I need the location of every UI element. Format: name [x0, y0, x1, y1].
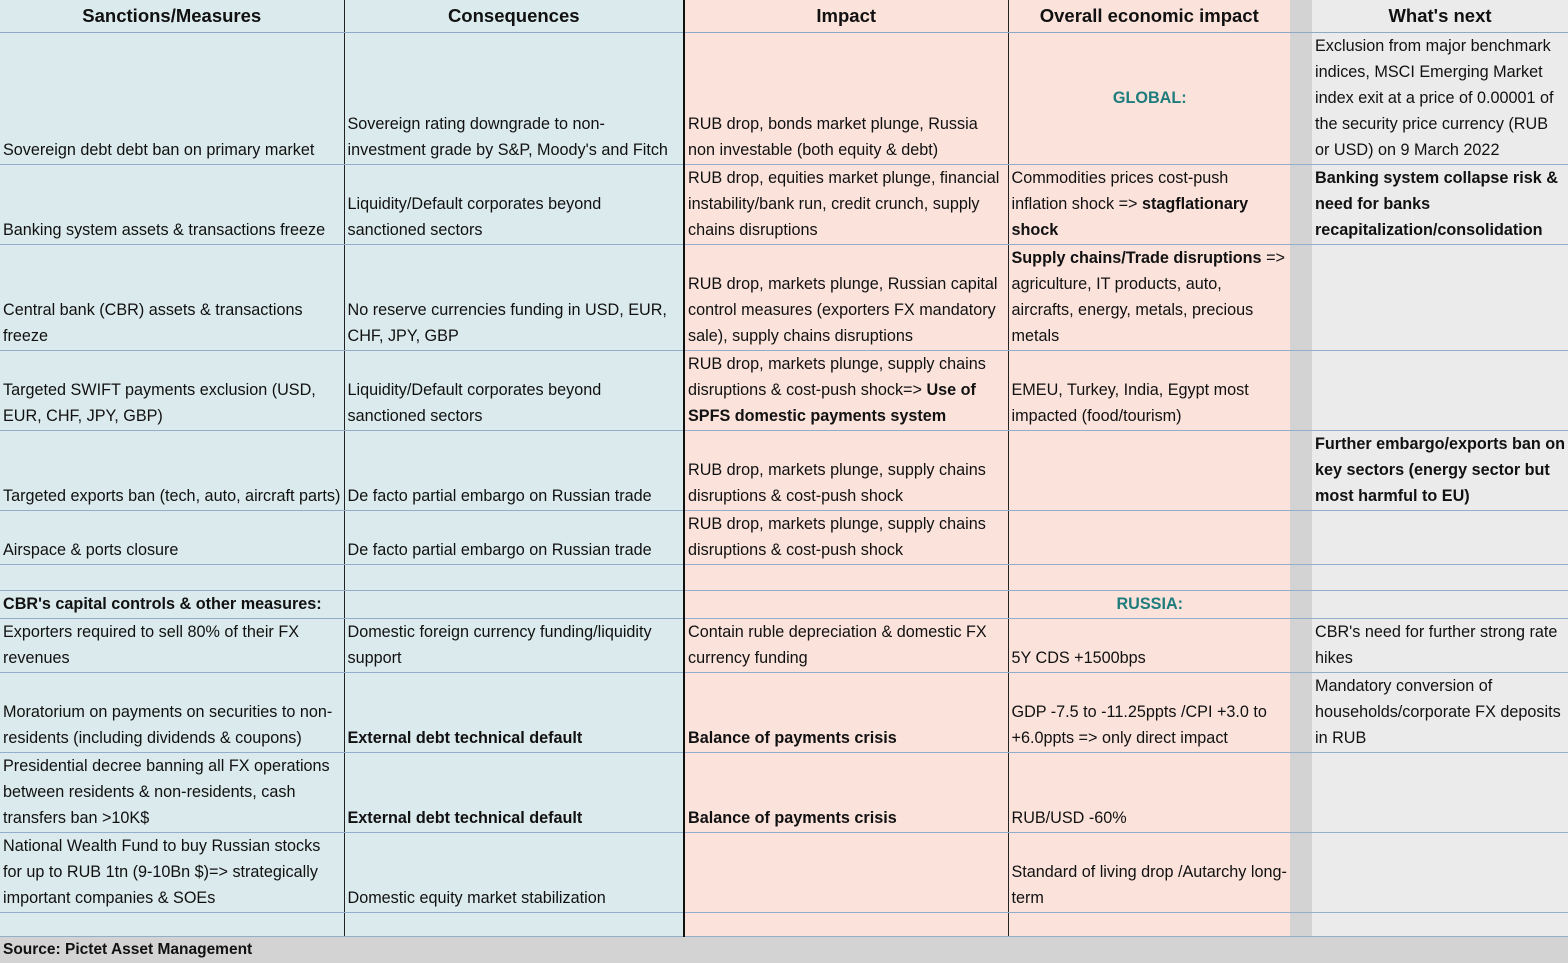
cell-sanction[interactable]: Targeted exports ban (tech, auto, aircraft parts): [0, 430, 344, 510]
empty-cell[interactable]: [344, 564, 684, 590]
cell-consequence[interactable]: Sovereign rating downgrade to non-investment grade by S&P, Moody's and Fitch: [344, 32, 684, 164]
cell-impact[interactable]: RUB drop, markets plunge, Russian capital control measures (exporters FX mandatory sale), supply chains disruptions: [684, 244, 1008, 350]
empty-cell[interactable]: [1008, 564, 1290, 590]
cell-impact[interactable]: Balance of payments crisis: [684, 672, 1008, 752]
section-title[interactable]: CBR's capital controls & other measures:: [0, 590, 344, 618]
cell-next[interactable]: [1312, 510, 1568, 564]
gap-cell: [1290, 618, 1312, 672]
overall-bold-text: Supply chains/Trade disruptions: [1011, 248, 1262, 267]
source-footer: Source: Pictet Asset Management: [0, 937, 1568, 963]
cell-sanction[interactable]: Central bank (CBR) assets & transactions freeze: [0, 244, 344, 350]
cell-sanction[interactable]: Exporters required to sell 80% of their FX revenues: [0, 618, 344, 672]
table-row: [0, 752, 1568, 832]
header-impact[interactable]: Impact: [684, 0, 1008, 32]
impact-plain-text: RUB drop, markets plunge, supply chains disruptions & cost-push shock=>: [688, 354, 986, 399]
cell-next[interactable]: Further embargo/exports ban on key sectors (energy sector but most harmful to EU): [1312, 430, 1568, 510]
cell-sanction[interactable]: Banking system assets & transactions freeze: [0, 164, 344, 244]
table-row: [0, 832, 1568, 912]
table-row: [0, 32, 1568, 164]
section-header-row: [0, 590, 1568, 618]
cell-next[interactable]: [1312, 752, 1568, 832]
overall-bold-text: stagflationary shock: [1011, 194, 1249, 239]
gap-cell: [1290, 564, 1312, 590]
empty-cell[interactable]: [684, 912, 1008, 936]
cell-overall[interactable]: RUB/USD -60%: [1008, 752, 1290, 832]
cell-overall[interactable]: [1008, 244, 1290, 350]
cell-next[interactable]: [1312, 244, 1568, 350]
cell-next[interactable]: [1312, 832, 1568, 912]
gap-cell: [1290, 164, 1312, 244]
header-row: [0, 0, 1568, 32]
gap-cell: [1290, 32, 1312, 164]
header-sanctions[interactable]: Sanctions/Measures: [0, 0, 344, 32]
cell-overall[interactable]: GDP -7.5 to -11.25ppts /CPI +3.0 to +6.0ppts => only direct impact: [1008, 672, 1290, 752]
empty-cell[interactable]: [1312, 564, 1568, 590]
cell-impact[interactable]: RUB drop, equities market plunge, financial instability/bank run, credit crunch, supply chains disruptions: [684, 164, 1008, 244]
cell-consequence[interactable]: De facto partial embargo on Russian trade: [344, 430, 684, 510]
impact-bold-text: Use of SPFS domestic payments system: [688, 380, 976, 425]
cell-overall[interactable]: 5Y CDS +1500bps: [1008, 618, 1290, 672]
cell-next[interactable]: Banking system collapse risk & need for banks recapitalization/consolidation: [1312, 164, 1568, 244]
cell-overall[interactable]: Standard of living drop /Autarchy long-term: [1008, 832, 1290, 912]
cell-consequence[interactable]: De facto partial embargo on Russian trade: [344, 510, 684, 564]
cell-next[interactable]: Mandatory conversion of households/corporate FX deposits in RUB: [1312, 672, 1568, 752]
gap-cell: [1290, 832, 1312, 912]
empty-cell[interactable]: [344, 912, 684, 936]
empty-cell[interactable]: [684, 564, 1008, 590]
gap-cell: [1290, 752, 1312, 832]
empty-row: [0, 564, 1568, 590]
cell-consequence[interactable]: External debt technical default: [344, 752, 684, 832]
table-row: [0, 430, 1568, 510]
cell-sanction[interactable]: Sovereign debt debt ban on primary market: [0, 32, 344, 164]
cell-impact[interactable]: Balance of payments crisis: [684, 752, 1008, 832]
empty-cell[interactable]: [1008, 912, 1290, 936]
table-row: [0, 510, 1568, 564]
cell-next[interactable]: CBR's need for further strong rate hikes: [1312, 618, 1568, 672]
cell-overall[interactable]: [1008, 430, 1290, 510]
header-overall-impact[interactable]: Overall economic impact: [1008, 0, 1290, 32]
global-label[interactable]: GLOBAL:: [1008, 32, 1290, 164]
cell-sanction[interactable]: Airspace & ports closure: [0, 510, 344, 564]
cell-impact[interactable]: RUB drop, bonds market plunge, Russia non investable (both equity & debt): [684, 32, 1008, 164]
table-row: [0, 244, 1568, 350]
cell-impact[interactable]: RUB drop, markets plunge, supply chains disruptions & cost-push shock: [684, 430, 1008, 510]
cell-consequence[interactable]: Liquidity/Default corporates beyond sanctioned sectors: [344, 164, 684, 244]
cell-consequence[interactable]: Liquidity/Default corporates beyond sanctioned sectors: [344, 350, 684, 430]
cell-consequence[interactable]: Domestic equity market stabilization: [344, 832, 684, 912]
gap-cell: [1290, 350, 1312, 430]
gap-cell: [1290, 912, 1312, 936]
table-row: [0, 672, 1568, 752]
gap-column: [1290, 0, 1312, 32]
cell-sanction[interactable]: Targeted SWIFT payments exclusion (USD, EUR, CHF, JPY, GBP): [0, 350, 344, 430]
gap-cell: [1290, 430, 1312, 510]
cell-sanction[interactable]: Presidential decree banning all FX operations between residents & non-residents, cash transfers ban >10K$: [0, 752, 344, 832]
gap-cell: [1290, 590, 1312, 618]
table-row: [0, 164, 1568, 244]
cell-next[interactable]: Exclusion from major benchmark indices, MSCI Emerging Market index exit at a price of 0.00001 of the security price currency (RUB or USD) on 9 March 2022: [1312, 32, 1568, 164]
gap-cell: [1290, 672, 1312, 752]
cell-overall[interactable]: EMEU, Turkey, India, Egypt most impacted (food/tourism): [1008, 350, 1290, 430]
header-consequences[interactable]: Consequences: [344, 0, 684, 32]
table-row: [0, 618, 1568, 672]
empty-row: [0, 912, 1568, 936]
overall-plain-text: Commodities prices cost-push inflation shock =>: [1011, 168, 1229, 213]
cell-next[interactable]: [1312, 350, 1568, 430]
cell-impact[interactable]: Contain ruble depreciation & domestic FX currency funding: [684, 618, 1008, 672]
gap-cell: [1290, 244, 1312, 350]
cell-impact[interactable]: RUB drop, markets plunge, supply chains disruptions & cost-push shock: [684, 510, 1008, 564]
russia-label[interactable]: RUSSIA:: [1008, 590, 1290, 618]
cell-impact[interactable]: [684, 350, 1008, 430]
empty-cell[interactable]: [0, 564, 344, 590]
cell-consequence[interactable]: Domestic foreign currency funding/liquidity support: [344, 618, 684, 672]
empty-cell[interactable]: [344, 590, 684, 618]
cell-overall[interactable]: [1008, 510, 1290, 564]
empty-cell[interactable]: [1312, 912, 1568, 936]
overall-plain-text: => agriculture, IT products, auto, aircrafts, energy, metals, precious metals: [1011, 248, 1285, 345]
cell-overall[interactable]: [1008, 164, 1290, 244]
empty-cell[interactable]: [0, 912, 344, 936]
cell-consequence[interactable]: No reserve currencies funding in USD, EUR, CHF, JPY, GBP: [344, 244, 684, 350]
cell-sanction[interactable]: Moratorium on payments on securities to non-residents (including dividends & coupons): [0, 672, 344, 752]
table-row: [0, 350, 1568, 430]
cell-consequence[interactable]: External debt technical default: [344, 672, 684, 752]
cell-sanction[interactable]: National Wealth Fund to buy Russian stocks for up to RUB 1tn (9-10Bn $)=> strategically important companies & SOEs: [0, 832, 344, 912]
cell-impact[interactable]: [684, 832, 1008, 912]
gap-cell: [1290, 510, 1312, 564]
empty-cell[interactable]: [684, 590, 1008, 618]
header-whats-next[interactable]: What's next: [1312, 0, 1568, 32]
empty-cell[interactable]: [1312, 590, 1568, 618]
